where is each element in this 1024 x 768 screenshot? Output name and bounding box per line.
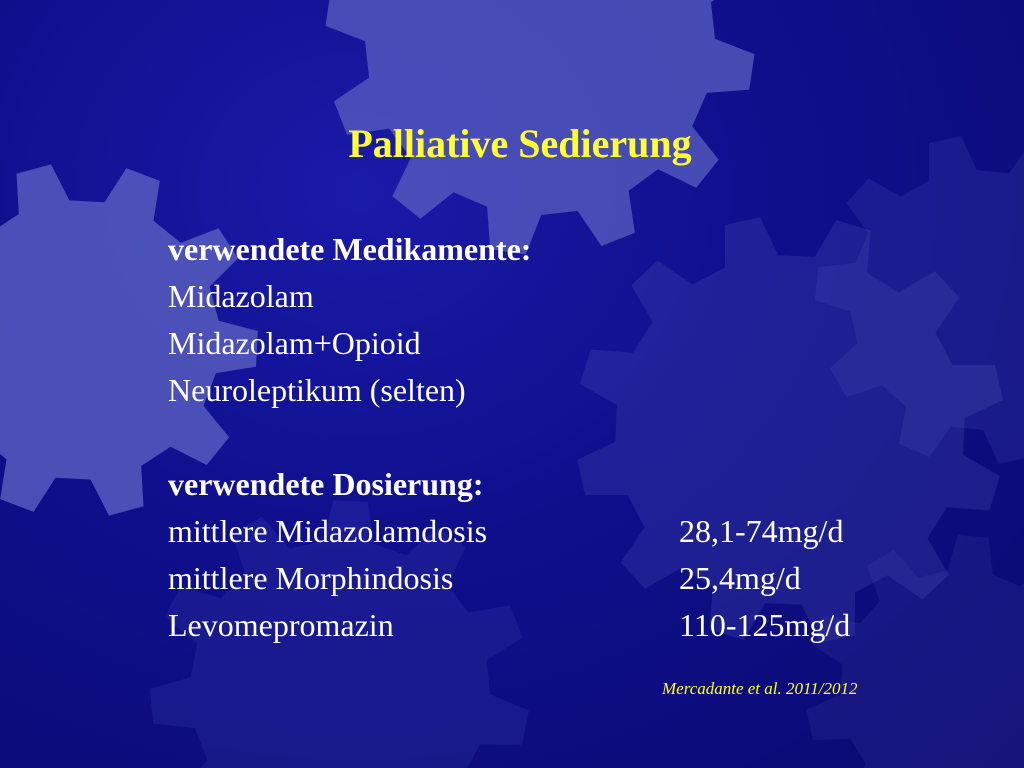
dosage-name: mittlere Midazolamdosis bbox=[168, 513, 488, 549]
dosage-row bbox=[168, 508, 948, 555]
dosage-value: 28,1-74mg/d bbox=[679, 513, 844, 549]
medication-item: Midazolam+Opioid bbox=[168, 325, 421, 361]
dosage-row bbox=[168, 602, 948, 649]
citation: Mercadante et al. 2011/2012 bbox=[662, 679, 858, 698]
slide-body bbox=[168, 226, 948, 649]
slide-title: Palliative Sedierung bbox=[348, 121, 692, 166]
medications-heading: verwendete Medikamente: bbox=[168, 231, 532, 267]
medication-item: Midazolam bbox=[168, 278, 314, 314]
dosage-value: 25,4mg/d bbox=[679, 560, 801, 596]
dosage-row bbox=[168, 555, 948, 602]
medication-item: Neuroleptikum (selten) bbox=[168, 372, 466, 408]
dosage-value: 110-125mg/d bbox=[679, 607, 851, 643]
dosage-name: Levomepromazin bbox=[168, 607, 394, 643]
spacer bbox=[168, 414, 948, 461]
dosage-heading: verwendete Dosierung: bbox=[168, 466, 484, 502]
dosage-name: mittlere Morphindosis bbox=[168, 560, 454, 596]
